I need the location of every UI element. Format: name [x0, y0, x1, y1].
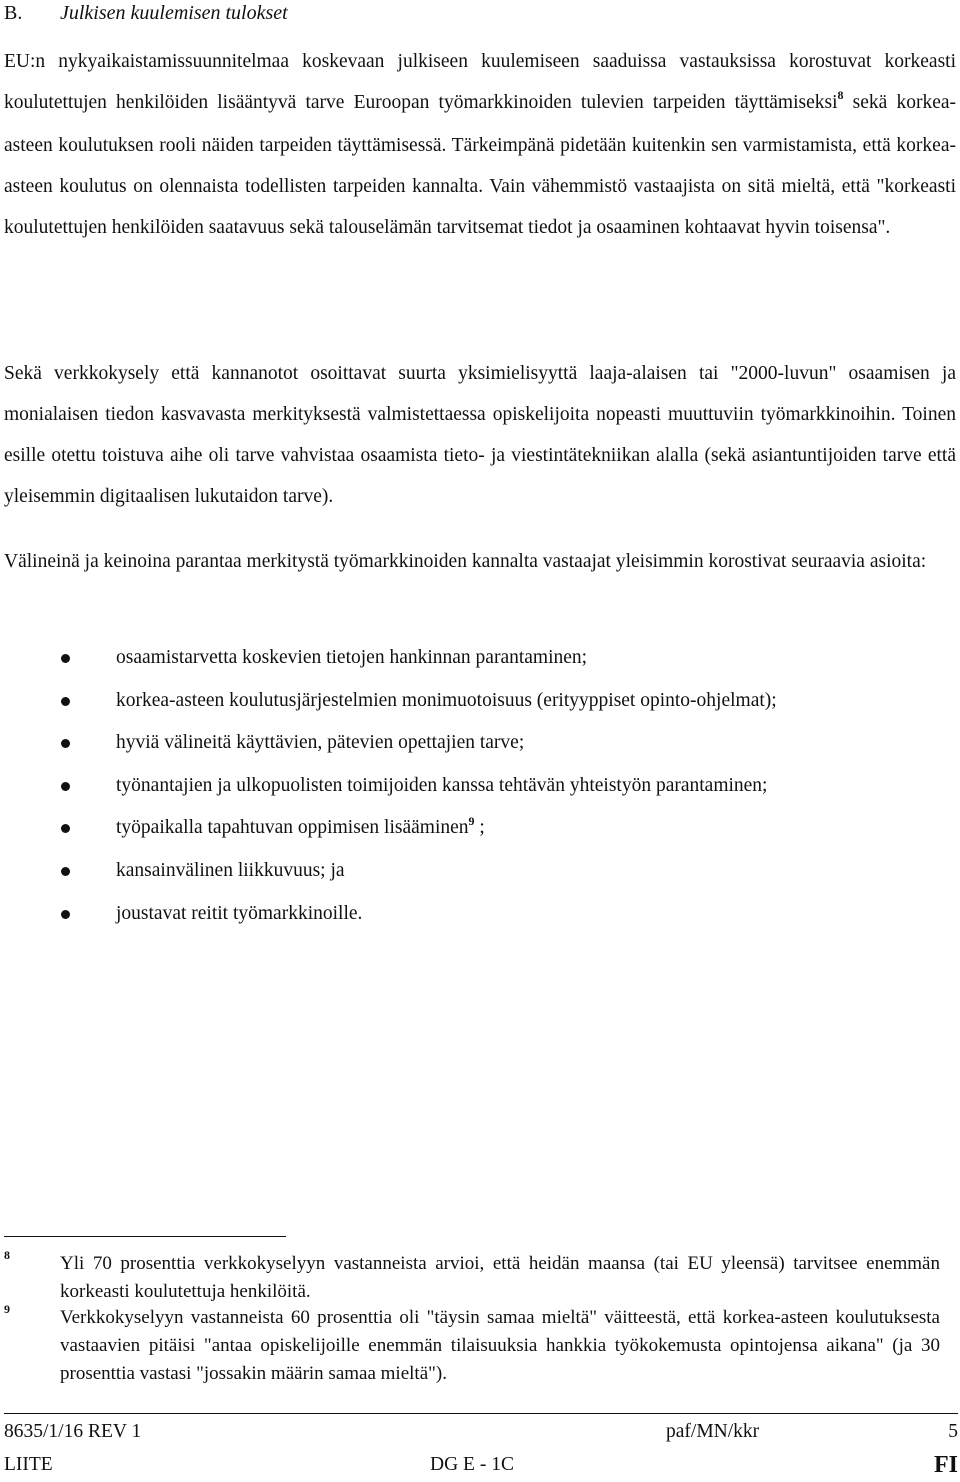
list-item-text: työpaikalla tapahtuvan oppimisen lisääminen [116, 817, 469, 839]
footnote-text: Yli 70 prosenttia verkkokyselyyn vastanneista arvioi, että heidän maansa (tai EU yleensä) tarvitsee enemmän korkeasti koulutettuja henkilöitä. [60, 1253, 940, 1302]
bullet-icon [61, 910, 70, 919]
list-item [0, 765, 960, 808]
list-item [0, 850, 960, 893]
list-item [0, 893, 960, 936]
section-heading [4, 0, 288, 26]
footnote-ref-9[interactable]: 9 [468, 814, 475, 829]
list-item-text: joustavat reitit työmarkkinoille. [116, 902, 363, 924]
paragraph-1-text-a: EU:n nykyaikaistamissuunnitelmaa koskevaan julkiseen kuulemiseen saaduissa vastauksissa korostuvat korkeasti koulutettujen henkilöiden lisääntyvä tarve Euroopan työmarkkinoiden tulevien tarpeiden täyttämiseksi [4, 51, 956, 113]
bullet-icon [61, 697, 70, 706]
list-item-text: työnantajien ja ulkopuolisten toimijoiden kanssa tehtävän yhteistyön parantaminen; [116, 774, 768, 796]
footnote-number: 8 [4, 1248, 10, 1262]
footer-row-2 [4, 1451, 958, 1479]
bullet-icon [61, 739, 70, 748]
footnote-number: 9 [4, 1302, 10, 1316]
list-item [0, 637, 960, 680]
section-letter: B. [4, 2, 23, 24]
document-reference: 8635/1/16 REV 1 [4, 1421, 142, 1442]
annex-label: LIITE [4, 1454, 53, 1475]
list-item [0, 680, 960, 723]
section-title: Julkisen kuulemisen tulokset [60, 2, 288, 24]
bullet-icon [61, 867, 70, 876]
paragraph-3: Välineinä ja keinoina parantaa merkitystä työmarkkinoiden kannalta vastaajat yleisimmin korostivat seuraavia asioita: [4, 551, 927, 572]
footnote-text: Verkkokyselyyn vastanneista 60 prosenttia oli "täysin samaa mieltä" väitteestä, että korkea-asteen koulutuksesta vastaavien pitäisi "antaa opiskelijoille enemmän tilaisuuksia hankkia työkokemusta opintojensa aikana" (ja 30 prosenttia vastasi "jossakin määrin samaa mieltä"). [60, 1307, 940, 1384]
footnote-separator [4, 1236, 286, 1237]
list-item-text-suffix: ; [474, 817, 485, 839]
list-item-text: korkea-asteen koulutusjärjestelmien monimuotoisuus (erityyppiset opinto-ohjelmat); [116, 689, 777, 711]
list-item-text: hyviä välineitä käyttävien, pätevien opettajien tarve; [116, 732, 525, 754]
bullet-icon [61, 782, 70, 791]
list-item [0, 807, 960, 850]
footer-row-1 [4, 1418, 958, 1446]
language-code: FI [934, 1452, 958, 1478]
paragraph-2: Sekä verkkokysely että kannanotot osoittavat suurta yksimielisyyttä laaja-alaisen tai "2000-luvun" osaamisen ja monialaisen tiedon kasvavasta merkityksestä valmistettaessa opiskelijoita nopeasti muuttuviin työmarkkinoihin. Toinen esille otettu toistuva aihe oli tarve vahvistaa osaamista tieto- ja viestintätekniikan alalla (sekä asiantuntijoiden tarve että yleisemmin digitaalisen lukutaidon tarve). [4, 363, 956, 507]
list-item-text: osaamistarvetta koskevien tietojen hankinnan parantaminen; [116, 647, 588, 668]
page-number: 5 [948, 1421, 958, 1442]
directorate-label: DG E - 1C [430, 1454, 514, 1475]
bullet-list [0, 637, 960, 935]
bullet-icon [61, 824, 70, 833]
author-initials: paf/MN/kkr [666, 1421, 760, 1442]
footnote-ref-8[interactable]: 8 [837, 88, 844, 102]
footer-separator [4, 1413, 958, 1414]
bullet-icon [61, 654, 70, 663]
list-item-text: kansainvälinen liikkuvuus; ja [116, 859, 345, 881]
paragraph-1 [4, 41, 956, 248]
list-item [0, 722, 960, 765]
paragraph-1-text-b: sekä korkea-asteen koulutuksen rooli näiden tarpeiden täyttämisessä. Tärkeimpänä pidetään kuitenkin sen varmistamista, että korkea-asteen koulutus on olennaista todellisten tarpeiden kannalta. Vain vähemmistö vastaajista on sitä mieltä, että "korkeasti koulutettujen henkilöiden saatavuus sekä talouselämän tarvitsemat tiedot ja osaaminen kohtaavat hyvin toisensa". [4, 92, 956, 238]
